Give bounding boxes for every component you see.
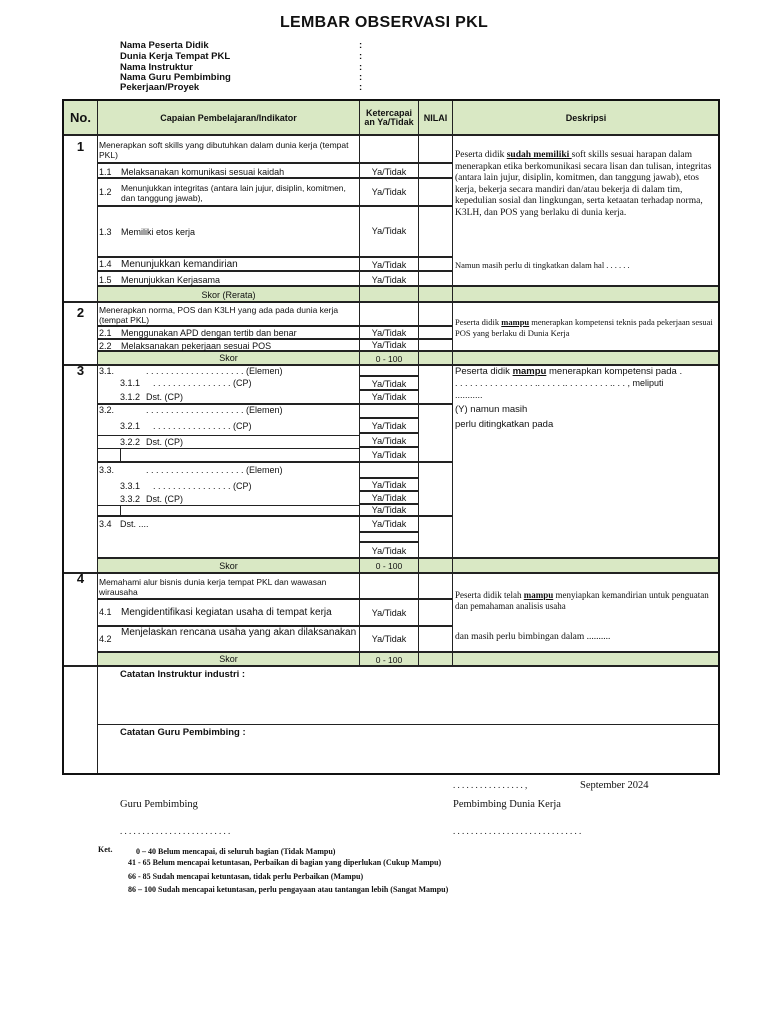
desc-emphasis: mampu — [512, 366, 547, 377]
ketercapaian-cell — [359, 462, 419, 478]
row-divider — [98, 435, 359, 436]
field-label-pekerjaan: Pekerjaan/Proyek — [120, 82, 200, 93]
note-instructor-box[interactable] — [97, 666, 720, 725]
desc-emphasis: sudah memiliki — [506, 150, 572, 160]
indicator-row — [97, 206, 360, 257]
legend-item: 0 – 40 Belum mencapai, di seluruh bagian (Tidak Mampu) — [136, 847, 336, 856]
element-block — [97, 365, 360, 404]
legend-item: 66 - 85 Sudah mencapai ketuntasan, tidak perlu Perbaikan (Mampu) — [128, 872, 364, 881]
desc-pre: Peserta didik — [455, 150, 507, 160]
element-number: 3.3. — [99, 465, 115, 475]
nilai-cell[interactable] — [418, 163, 453, 178]
description-line: perlu ditingkatkan pada — [455, 419, 554, 430]
element-text: . . . . . . . . . . . . . . . . . . . . (Elemen) — [146, 465, 283, 475]
section-heading: Menerapkan norma, POS dan K3LH yang ada pada dunia kerja (tempat PKL) — [97, 302, 360, 326]
yatidak-cell[interactable]: Ya/Tidak — [359, 599, 419, 626]
section-number: 2 — [63, 302, 98, 365]
col-no: No. — [63, 100, 98, 135]
cp-text: Dst. (CP) — [146, 392, 183, 402]
field-colon: : — [359, 72, 363, 83]
yatidak-cell[interactable]: Ya/Tidak — [359, 390, 419, 404]
cp-text: Dst. (CP) — [146, 437, 183, 447]
nilai-cell[interactable] — [418, 206, 453, 257]
description-text — [455, 317, 719, 339]
indicator-row — [97, 339, 360, 351]
note-teacher-box[interactable] — [97, 724, 720, 775]
indicator-row — [97, 626, 360, 652]
col-deskripsi: Deskripsi — [452, 100, 720, 135]
indicator-number: 1.1 — [99, 167, 112, 177]
field-colon: : — [359, 82, 363, 93]
note-instructor-label: Catatan Instruktur industri : — [120, 669, 246, 680]
indicator-number: 2.1 — [99, 328, 112, 338]
section-number: 3 — [63, 365, 98, 573]
nilai-cell[interactable] — [418, 339, 453, 351]
cp-number: 3.2.1 — [120, 421, 141, 431]
nilai-cell[interactable] — [418, 516, 453, 558]
description-note: Namun masih perlu di tingkatkan dalam hal . . . . . . — [455, 260, 630, 270]
score-range[interactable]: 0 - 100 — [359, 558, 419, 573]
field-label-dunia-kerja: Dunia Kerja Tempat PKL — [120, 51, 231, 62]
score-desc-cell — [452, 286, 720, 302]
element-block — [97, 404, 360, 462]
ketercapaian-cell — [359, 135, 419, 163]
description-text — [455, 366, 717, 378]
indicator-number: 2.2 — [99, 341, 112, 351]
field-colon: : — [359, 62, 363, 73]
indicator-number: 1.3 — [99, 227, 112, 237]
indicator-row — [97, 257, 360, 271]
score-range[interactable]: 0 - 100 — [359, 351, 419, 365]
section-heading: Menerapkan soft skills yang dibutuhkan dalam dunia kerja (tempat PKL) — [97, 135, 360, 163]
score-desc-cell — [452, 351, 720, 365]
nilai-cell — [418, 135, 453, 163]
desc-post: menerapkan kompetensi teknis pada pekerjaan sesuai POS yang berlaku di Dunia Kerja — [455, 317, 713, 338]
yatidak-cell[interactable]: Ya/Tidak — [359, 516, 419, 532]
yatidak-cell[interactable]: Ya/Tidak — [359, 326, 419, 339]
yatidak-cell[interactable]: Ya/Tidak — [359, 163, 419, 178]
row-divider — [120, 505, 121, 516]
desc-emphasis: mampu — [523, 590, 554, 600]
element-text: . . . . . . . . . . . . . . . . . . . . (Elemen) — [146, 366, 283, 376]
nilai-cell[interactable] — [418, 365, 453, 404]
score-nilai-cell[interactable] — [418, 351, 453, 365]
element-block — [97, 462, 360, 516]
desc-emphasis: mampu — [501, 317, 530, 327]
description-line: ........... — [455, 390, 483, 400]
indicator-text: Menjelaskan rencana usaha yang akan dilaksanakan — [121, 627, 357, 638]
element-text: . . . . . . . . . . . . . . . . . . . . (Elemen) — [146, 405, 283, 415]
field-colon: : — [359, 40, 363, 51]
yatidak-cell[interactable]: Ya/Tidak — [359, 433, 419, 447]
nilai-cell — [418, 302, 453, 326]
description-cell — [452, 135, 720, 286]
row-divider — [98, 505, 359, 506]
cp-number: 3.1.1 — [120, 378, 141, 388]
nilai-cell[interactable] — [418, 326, 453, 339]
yatidak-cell[interactable]: Ya/Tidak — [359, 447, 419, 462]
description-note: dan masih perlu bimbingan dalam .......... — [455, 632, 611, 642]
col-nilai: NILAI — [418, 100, 453, 135]
section-number: 1 — [63, 135, 98, 302]
yatidak-cell[interactable]: Ya/Tidak — [359, 504, 419, 516]
element-block — [97, 516, 360, 558]
indicator-text: Melaksanakan pekerjaan sesuai POS — [121, 341, 272, 351]
cp-number: 3.3.2 — [120, 494, 141, 504]
nilai-cell[interactable] — [418, 599, 453, 626]
signer-right-name: . . . . . . . . . . . . . . . . . . . . . . . . . . . . . — [453, 826, 582, 836]
description-line: . . . . . . . . . . . . . . . . .. . . . . .. . . . . . . . . .. . . , meliputi — [455, 378, 664, 388]
nilai-cell[interactable] — [418, 271, 453, 286]
description-line: (Y) namun masih — [455, 404, 528, 415]
legend-item: 41 - 65 Belum mencapai ketuntasan, Perbaikan di bagian yang diperlukan (Cukup Mampu) — [128, 858, 442, 867]
col-ketercapaian: Ketercapai an Ya/Tidak — [359, 100, 419, 135]
date-text: September 2024 — [580, 780, 649, 791]
description-cell — [452, 365, 720, 558]
indicator-text: Menggunakan APD dengan tertib dan benar — [121, 328, 297, 338]
description-cell — [452, 573, 720, 652]
legend-item: 86 – 100 Sudah mencapai ketuntasan, perlu pengayaan atau tantangan lebih (Sangat Mampu) — [128, 885, 449, 894]
indicator-number: 1.4 — [99, 259, 112, 269]
indicator-text: Memiliki etos kerja — [121, 227, 196, 237]
ketercapaian-cell — [359, 532, 419, 542]
nilai-cell[interactable] — [418, 178, 453, 206]
cp-number: 3.1.2 — [120, 392, 141, 402]
element-number: 3.2. — [99, 405, 115, 415]
score-nilai-cell[interactable] — [418, 652, 453, 666]
yatidak-cell[interactable]: Ya/Tidak — [359, 178, 419, 206]
score-nilai-cell[interactable] — [418, 286, 453, 302]
yatidak-cell[interactable]: Ya/Tidak — [359, 376, 419, 390]
cp-number: 3.3.1 — [120, 481, 141, 491]
score-desc-cell — [452, 652, 720, 666]
indicator-row — [97, 178, 360, 206]
nilai-cell[interactable] — [418, 462, 453, 516]
desc-post: menerapkan kompetensi pada . — [546, 366, 683, 377]
field-label-nama-peserta: Nama Peserta Didik — [120, 40, 209, 51]
section-number: 4 — [63, 573, 98, 666]
field-colon: : — [359, 51, 363, 62]
description-cell — [452, 302, 720, 351]
element-text: Dst. .... — [120, 519, 149, 529]
element-number: 3.1. — [99, 366, 115, 376]
score-nilai-cell[interactable] — [418, 558, 453, 573]
indicator-number: 4.1 — [99, 607, 112, 617]
nilai-cell[interactable] — [418, 626, 453, 652]
desc-pre: Peserta didik — [455, 317, 502, 327]
yatidak-cell[interactable]: Ya/Tidak — [359, 206, 419, 257]
score-cell[interactable] — [359, 286, 419, 302]
desc-post: menyiapkan kemandirian untuk penguatan dan pemahaman analisis usaha — [455, 590, 709, 611]
indicator-text: Melaksanakan komunikasi sesuai kaidah — [121, 167, 285, 177]
indicator-row — [97, 326, 360, 339]
score-label: Skor — [97, 652, 360, 666]
legend-label: Ket. — [98, 845, 113, 854]
score-label: Skor (Rerata) — [97, 286, 360, 302]
nilai-cell — [418, 573, 453, 599]
yatidak-cell[interactable]: Ya/Tidak — [359, 339, 419, 351]
note-teacher-label: Catatan Guru Pembimbing : — [120, 727, 246, 738]
indicator-row — [97, 163, 360, 178]
ketercapaian-cell — [359, 365, 419, 376]
indicator-number: 4.2 — [99, 634, 112, 644]
desc-pre: Peserta didik — [455, 366, 513, 377]
score-label: Skor — [97, 558, 360, 573]
indicator-number: 1.5 — [99, 275, 112, 285]
nilai-cell[interactable] — [418, 257, 453, 271]
field-label-guru: Nama Guru Pembimbing — [120, 72, 231, 83]
ketercapaian-cell — [359, 573, 419, 599]
section-heading: Memahami alur bisnis dunia kerja tempat PKL dan wawasan wirausaha — [97, 573, 360, 599]
indicator-text: Menunjukkan kemandirian — [121, 259, 238, 270]
indicator-row — [97, 599, 360, 626]
yatidak-cell[interactable]: Ya/Tidak — [359, 491, 419, 504]
desc-post: soft skills sesuai harapan dalam menerapkan etika berkomunikasi secara lisan dan tulisan, integritas (antara lain jujur, disiplin, komitmen, dan tanggung jawab), etos kerja, bekerja secara mandiri dan/atau bekerja di dalam tim, kepedulian sosial dan lingkungan, serta ketaatan terhadap norma, K3LH, dan POS yang berlaku di dunia kerja. — [455, 150, 712, 218]
cp-text: . . . . . . . . . . . . . . . . (CP) — [153, 378, 252, 388]
desc-pre: Peserta didik telah — [455, 590, 524, 600]
indicator-text: Menunjukkan Kerjasama — [121, 275, 221, 285]
notes-no-cell — [63, 666, 98, 775]
ketercapaian-cell — [359, 404, 419, 418]
date-place-dots: . . . . . . . . . . . . . . . . , — [453, 780, 528, 790]
description-text — [455, 590, 719, 611]
ketercapaian-cell — [359, 302, 419, 326]
yatidak-cell[interactable]: Ya/Tidak — [359, 418, 419, 433]
nilai-cell[interactable] — [418, 404, 453, 462]
score-range[interactable]: 0 - 100 — [359, 652, 419, 666]
cp-text: . . . . . . . . . . . . . . . . (CP) — [153, 421, 252, 431]
yatidak-cell[interactable]: Ya/Tidak — [359, 271, 419, 286]
row-divider — [120, 448, 121, 462]
yatidak-cell[interactable]: Ya/Tidak — [359, 478, 419, 491]
field-label-instruktur: Nama Instruktur — [120, 62, 193, 73]
page-title: LEMBAR OBSERVASI PKL — [279, 14, 489, 31]
description-text — [455, 150, 717, 219]
indicator-row — [97, 271, 360, 286]
cp-text: Dst. (CP) — [146, 494, 183, 504]
yatidak-cell[interactable]: Ya/Tidak — [359, 542, 419, 558]
score-desc-cell — [452, 558, 720, 573]
cp-text: . . . . . . . . . . . . . . . . (CP) — [153, 481, 252, 491]
cp-number: 3.2.2 — [120, 437, 141, 447]
signer-right-title: Pembimbing Dunia Kerja — [453, 799, 561, 810]
row-divider — [98, 448, 359, 449]
indicator-number: 1.2 — [99, 187, 112, 197]
indicator-text: Mengidentifikasi kegiatan usaha di tempat kerja — [121, 607, 332, 618]
yatidak-cell[interactable]: Ya/Tidak — [359, 626, 419, 652]
score-label: Skor — [97, 351, 360, 365]
yatidak-cell[interactable]: Ya/Tidak — [359, 257, 419, 271]
col-capaian: Capaian Pembelajaran/Indikator — [97, 100, 360, 135]
signer-left-title: Guru Pembimbing — [120, 799, 198, 810]
signer-left-name: . . . . . . . . . . . . . . . . . . . . . . . . . — [120, 826, 231, 836]
indicator-text: Menunjukkan integritas (antara lain jujur, disiplin, komitmen, dan tanggung jawab), — [121, 183, 346, 203]
element-number: 3.4 — [99, 519, 112, 529]
